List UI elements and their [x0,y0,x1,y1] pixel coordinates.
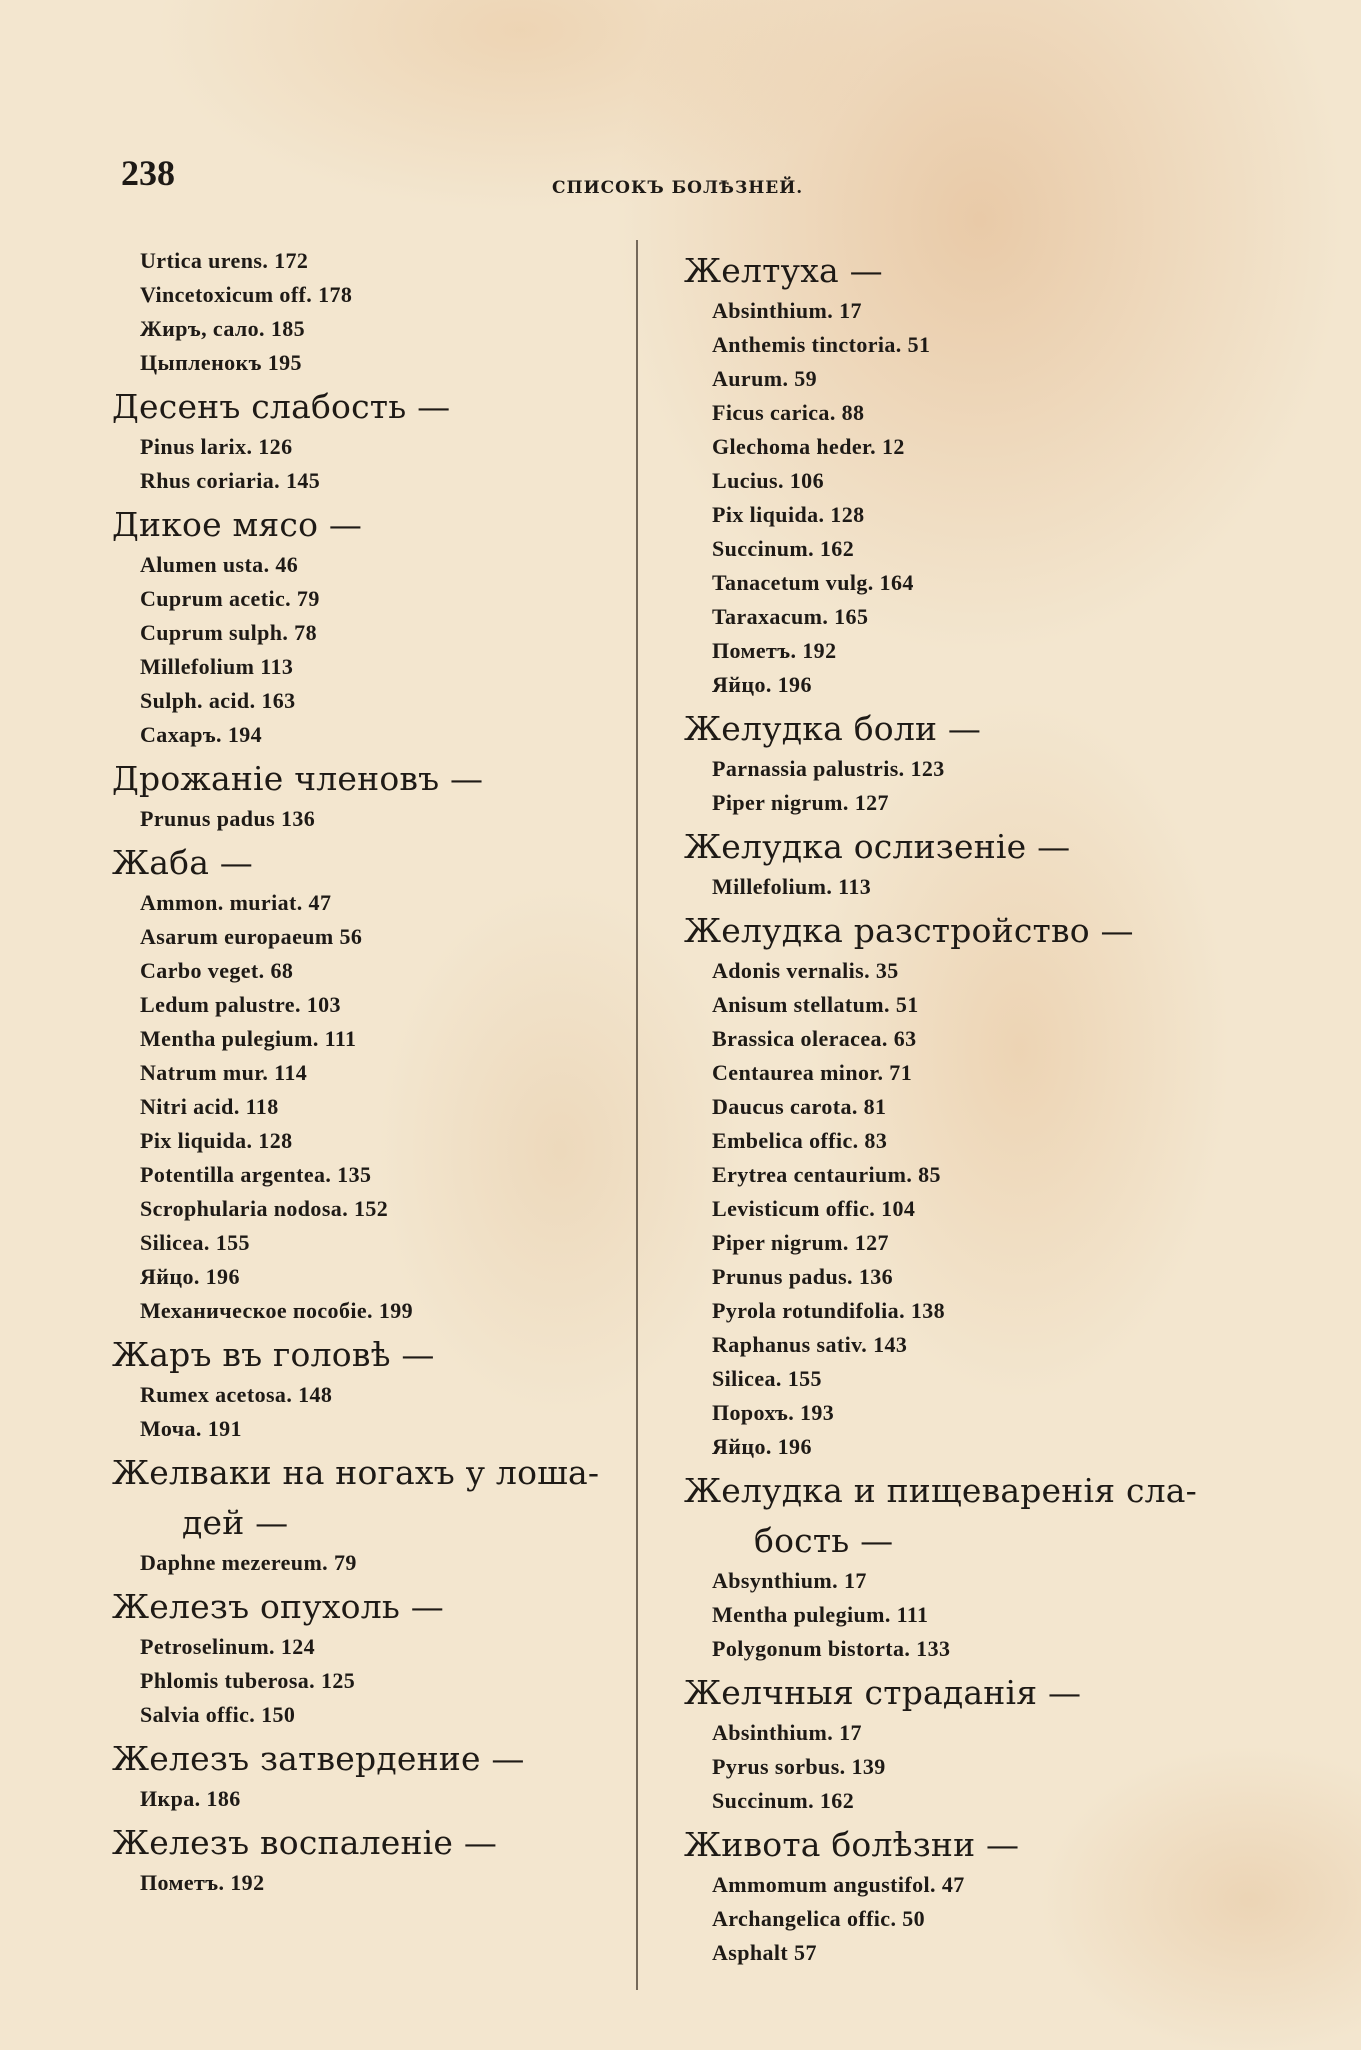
remedy-item: Succinum. 162 [712,536,855,561]
remedy-item: Яйцо. 196 [140,1264,240,1289]
remedy-item: Пометъ. 192 [712,638,837,663]
entry-heading: Живота болѣзни — [684,1825,1020,1864]
index-entry [112,1820,632,1900]
index-entry [112,1450,632,1580]
remedy-item: Механическое пособiе. 199 [140,1298,414,1323]
remedy-item: Asarum europaeum 56 [140,924,363,949]
remedy-item: Succinum. 162 [712,1788,855,1813]
remedy-item: Ammomum angustifol. 47 [712,1872,965,1897]
remedy-item: Salvia offic. 150 [140,1702,296,1727]
page-number: 238 [121,153,175,193]
remedy-item: Daphne mezereum. 79 [140,1550,357,1575]
remedy-list [684,1716,1304,1818]
remedy-item: Absinthium. 17 [712,1720,862,1745]
index-entry [112,502,632,752]
remedy-list [684,1564,1304,1666]
remedy-item: Absinthium. 17 [712,298,862,323]
remedy-list [112,1546,632,1580]
remedy-item: Mentha pulegium. 111 [140,1026,357,1051]
remedy-item: Rhus coriaria. 145 [140,468,321,493]
remedy-item: Mentha pulegium. 111 [712,1602,929,1627]
index-entry [684,248,1304,702]
entry-heading: Железъ затвердениe — [112,1739,525,1778]
remedy-item: Lucius. 106 [712,468,824,493]
entry-heading: Желудка ослизенiе — [684,827,1071,866]
remedy-item: Aurum. 59 [712,366,818,391]
remedy-item: Centaurea minor. 71 [712,1060,913,1085]
remedy-item: Adonis vernalis. 35 [712,958,899,983]
remedy-item: Millefolium 113 [140,654,294,679]
remedy-item: Glechoma heder. 12 [712,434,905,459]
remedy-item: Vincetoxicum off. 178 [140,282,353,307]
remedy-item: Alumen usta. 46 [140,552,299,577]
entry-heading: Желудка боли — [684,709,982,748]
index-entry [684,1468,1304,1666]
index-entry [684,908,1304,1464]
remedy-item: Petroselinum. 124 [140,1634,316,1659]
remedy-item: Absynthium. 17 [712,1568,867,1593]
remedy-list [112,1630,632,1732]
remedy-item: Embelica offic. 83 [712,1128,888,1153]
remedy-item: Brassica oleracea. 63 [712,1026,917,1051]
remedy-item: Порохъ. 193 [712,1400,835,1425]
index-entry [112,1332,632,1446]
remedy-item: Scrophularia nodosa. 152 [140,1196,389,1221]
remedy-item: Daucus carota. 81 [712,1094,887,1119]
remedy-item: Potentilla argentea. 135 [140,1162,372,1187]
remedy-item: Erytrea centaurium. 85 [712,1162,941,1187]
remedy-list [112,244,632,380]
remedy-item: Prunus padus 136 [140,806,316,831]
remedy-item: Ficus carica. 88 [712,400,865,425]
remedy-list [684,294,1304,702]
remedy-item: Levisticum offic. 104 [712,1196,916,1221]
index-entry [684,1670,1304,1818]
remedy-item: Cuprum sulph. 78 [140,620,317,645]
index-entry [112,1584,632,1732]
remedy-list [112,548,632,752]
remedy-item: Carbo veget. 68 [140,958,294,983]
remedy-item: Millefolium. 113 [712,874,872,899]
index-entry [112,384,632,498]
remedy-list [112,886,632,1328]
remedy-item: Cuprum acetic. 79 [140,586,320,611]
remedy-item: Silicea. 155 [140,1230,250,1255]
remedy-item: Сахаръ. 194 [140,722,263,747]
index-entry [684,1822,1304,1970]
index-entry [684,706,1304,820]
remedy-item: Anthemis tinctoria. 51 [712,332,931,357]
remedy-list [684,870,1304,904]
remedy-list [112,1378,632,1446]
index-entry [112,244,632,380]
remedy-item: Natrum mur. 114 [140,1060,308,1085]
remedy-item: Pyrus sorbus. 139 [712,1754,886,1779]
remedy-item: Urtica urens. 172 [140,248,309,273]
remedy-list [112,1782,632,1816]
remedy-item: Pix liquida. 128 [140,1128,293,1153]
remedy-list [684,752,1304,820]
running-head: СПИСОКЪ БОЛѢЗНЕЙ. [552,178,804,198]
remedy-item: Asphalt 57 [712,1940,817,1965]
remedy-list [112,430,632,498]
right-column [684,244,1304,1970]
remedy-item: Цыпленокъ 195 [140,350,302,375]
entry-heading: Желудка и пищеваренiя сла- [684,1471,1198,1510]
remedy-item: Rumex acetosa. 148 [140,1382,333,1407]
entry-heading: Дикое мясо — [112,505,363,544]
entry-heading: Жаба — [112,843,253,882]
entry-heading: Железъ воспаленiе — [112,1823,498,1862]
remedy-item: Parnassia palustris. 123 [712,756,945,781]
remedy-item: Raphanus sativ. 143 [712,1332,908,1357]
remedy-item: Pyrola rotundifolia. 138 [712,1298,946,1323]
index-entry [112,756,632,836]
remedy-item: Жиръ, сало. 185 [140,316,306,341]
remedy-item: Phlomis tuberosa. 125 [140,1668,356,1693]
remedy-item: Taraxacum. 165 [712,604,869,629]
remedy-item: Anisum stellatum. 51 [712,992,919,1017]
remedy-item: Pinus larix. 126 [140,434,293,459]
entry-heading: Желтуха — [684,251,883,290]
remedy-list [112,802,632,836]
remedy-list [112,1866,632,1900]
remedy-item: Икра. 186 [140,1786,241,1811]
column-divider [636,240,638,1990]
left-column [112,244,632,1900]
remedy-item: Nitri acid. 118 [140,1094,279,1119]
remedy-item: Pix liquida. 128 [712,502,865,527]
entry-heading: Желудка разстройство — [684,911,1134,950]
entry-heading: Жаръ въ головѣ — [112,1335,435,1374]
remedy-item: Polygonum bistorta. 133 [712,1636,951,1661]
entry-heading-continuation: дей — [182,1503,289,1542]
entry-heading: Десенъ слабость — [112,387,451,426]
remedy-item: Яйцо. 196 [712,1434,812,1459]
remedy-item: Ammon. muriat. 47 [140,890,332,915]
remedy-item: Пометъ. 192 [140,1870,265,1895]
entry-heading-continuation: бость — [754,1521,894,1560]
entry-heading: Желчныя страданiя — [684,1673,1082,1712]
remedy-item: Silicea. 155 [712,1366,822,1391]
remedy-item: Archangelica offic. 50 [712,1906,926,1931]
remedy-list [684,1868,1304,1970]
remedy-list [684,954,1304,1464]
index-entry [684,824,1304,904]
remedy-item: Piper nigrum. 127 [712,790,889,815]
entry-heading: Железъ опухоль — [112,1587,444,1626]
remedy-item: Prunus padus. 136 [712,1264,894,1289]
index-entry [112,1736,632,1816]
remedy-item: Sulph. acid. 163 [140,688,296,713]
remedy-item: Tanacetum vulg. 164 [712,570,914,595]
remedy-item: Моча. 191 [140,1416,242,1441]
remedy-item: Piper nigrum. 127 [712,1230,889,1255]
remedy-item: Ledum palustre. 103 [140,992,341,1017]
entry-heading: Дрожанiе членовъ — [112,759,484,798]
remedy-item: Яйцо. 196 [712,672,812,697]
entry-heading: Желваки на ногахъ у лоша- [112,1453,600,1492]
index-entry [112,840,632,1328]
